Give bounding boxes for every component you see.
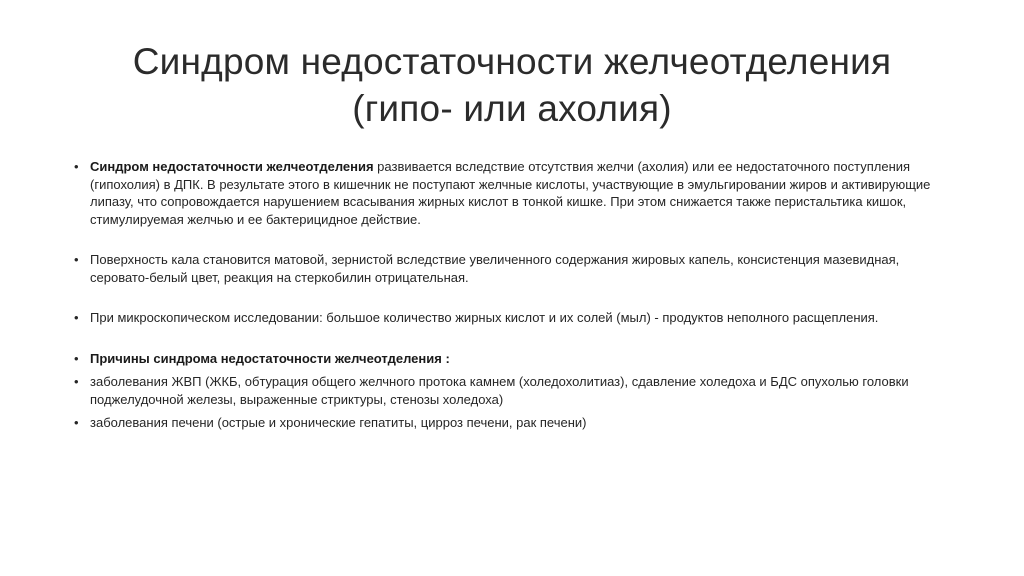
bullet-item-microscopy <box>74 309 944 327</box>
slide-title-line-2: (гипо- или ахолия) <box>352 88 672 129</box>
bullet-dot-icon: • <box>74 310 79 325</box>
bullet-text: заболевания печени (острые и хронические гепатиты, цирроз печени, рак печени) <box>90 415 587 430</box>
bullet-dot-icon: • <box>74 350 79 366</box>
bullet-item-definition <box>74 158 944 228</box>
bullet-bold-text: Причины синдрома недостаточности желчеотделения : <box>90 350 450 366</box>
bullet-dot-icon: • <box>74 159 79 174</box>
bullet-bold-text: Синдром недостаточности желчеотделения <box>90 159 374 174</box>
bullet-item-stool <box>74 251 944 286</box>
bullet-text: развивается вследствие отсутствия желчи (ахолия) или ее недостаточного поступления (гипохолия) в ДПК. В результате этого в кишечник не поступают желчные кислоты, участвующие в эмульгировании жиров и активирующие липазу, что сопровождается нарушением всасывания жирных кислот в тонкой кишке. При этом снижается также перистальтика кишок, стимулируемая желчью и ее бактерицидное действие. <box>90 159 931 227</box>
slide-title <box>40 38 984 132</box>
bullet-list <box>74 158 944 432</box>
bullet-item-liver-diseases <box>74 414 944 432</box>
slide-title-line-1: Синдром недостаточности желчеотделения <box>132 41 892 82</box>
bullet-item-causes-heading <box>74 350 944 368</box>
bullet-text: При микроскопическом исследовании: большое количество жирных кислот и их солей (мыл) - продуктов неполного расщепления. <box>90 310 879 325</box>
bullet-text: заболевания ЖВП (ЖКБ, обтурация общего желчного протока камнем (холедохолитиаз), сдавление холедоха и БДС опухолью головки поджелудочной железы, выраженные стриктуры, стенозы холедоха) <box>90 374 909 407</box>
bullet-dot-icon: • <box>74 252 79 267</box>
bullet-dot-icon: • <box>74 374 79 389</box>
bullet-item-biliary-diseases <box>74 373 944 408</box>
bullet-dot-icon: • <box>74 415 79 430</box>
bullet-text: Поверхность кала становится матовой, зернистой вследствие увеличенного содержания жировых капель, консистенция мазевидная, серовато-белый цвет, реакция на стеркобилин отрицательная. <box>90 252 900 285</box>
